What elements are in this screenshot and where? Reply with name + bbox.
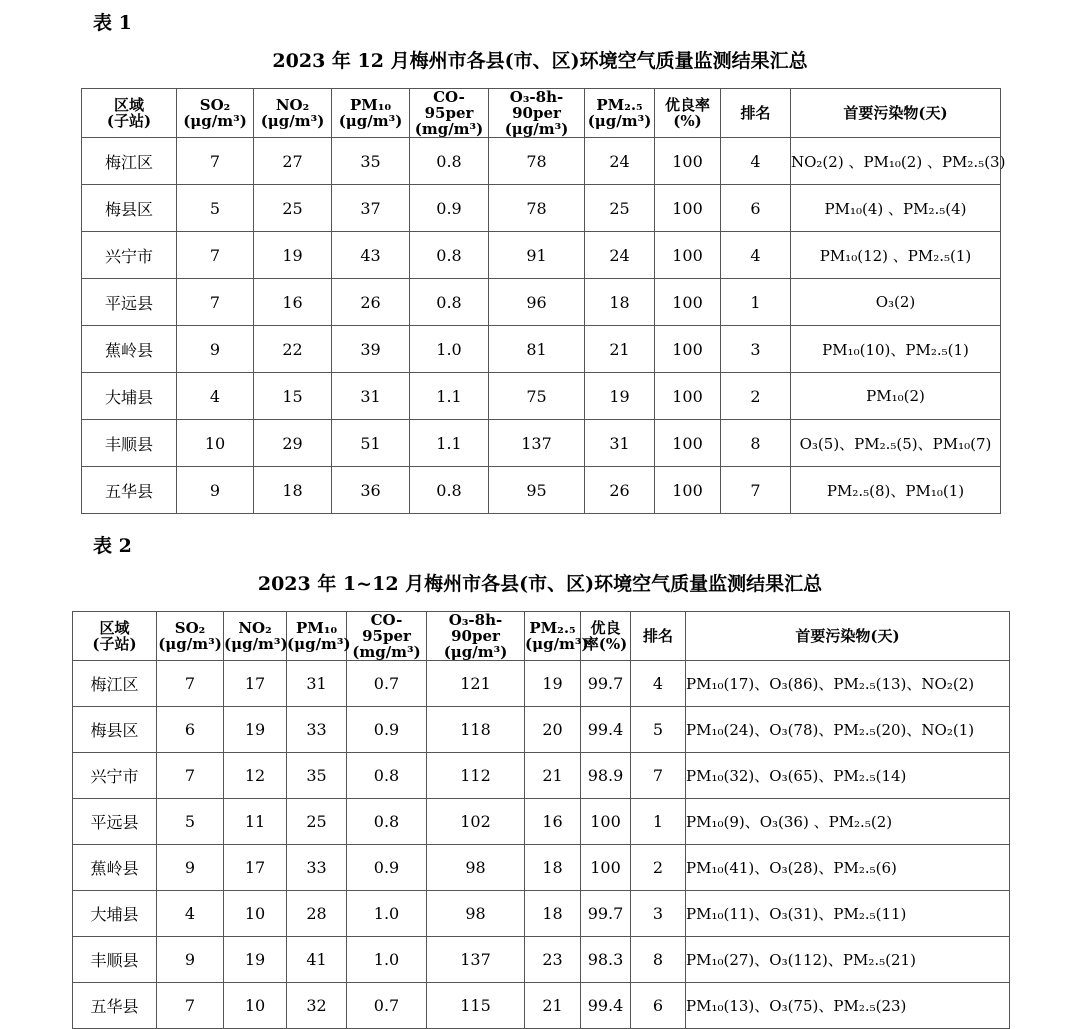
value-cell: 100	[581, 845, 631, 891]
value-cell: 91	[489, 232, 585, 279]
column-header-line: (μg/m³)	[158, 635, 222, 653]
value-cell: 33	[287, 845, 347, 891]
pollutant-cell: PM₁₀(41)、O₃(28)、PM₂.₅(6)	[686, 845, 1010, 891]
region-cell: 梅县区	[73, 707, 157, 753]
value-cell: 19	[224, 707, 287, 753]
column-header-line: 优良	[590, 619, 621, 637]
column-header	[224, 612, 287, 661]
value-cell: 1.0	[410, 326, 489, 373]
column-header-line: NO₂	[238, 619, 272, 637]
column-header-line: 优良率	[664, 96, 710, 114]
value-cell: 75	[489, 373, 585, 420]
pollutant-cell: PM₁₀(17)、O₃(86)、PM₂.₅(13)、NO₂(2)	[686, 661, 1010, 707]
value-cell: 0.8	[410, 232, 489, 279]
column-header-line: (子站)	[92, 635, 137, 653]
table-row	[82, 420, 1001, 467]
value-cell: 1.0	[347, 937, 427, 983]
table2-label: 表 2	[93, 535, 132, 557]
value-cell: 24	[585, 232, 655, 279]
value-cell: 137	[489, 420, 585, 467]
column-header	[655, 89, 721, 138]
region-cell: 梅江区	[73, 661, 157, 707]
table-row	[73, 845, 1010, 891]
column-header-line: O₃-8h-90per	[509, 88, 564, 122]
column-header-line: 区域	[113, 96, 144, 114]
column-header-line: CO-95per	[424, 88, 474, 122]
table1	[81, 88, 1006, 514]
pollutant-cell: PM₁₀(12) 、PM₂.₅(1)	[791, 232, 1001, 279]
table-row	[73, 891, 1010, 937]
table-row	[82, 232, 1001, 279]
value-cell: 4	[631, 661, 686, 707]
column-header	[631, 612, 686, 661]
value-cell: 0.7	[347, 983, 427, 1029]
value-cell: 100	[655, 279, 721, 326]
value-cell: 33	[287, 707, 347, 753]
pollutant-cell: O₃(2)	[791, 279, 1001, 326]
value-cell: 0.9	[347, 845, 427, 891]
value-cell: 19	[525, 661, 581, 707]
column-header-line: (μg/m³)	[260, 112, 325, 130]
value-cell: 100	[655, 373, 721, 420]
table2	[72, 611, 1010, 1029]
value-cell: 0.8	[410, 279, 489, 326]
value-cell: 37	[332, 185, 410, 232]
column-header	[721, 89, 791, 138]
value-cell: 35	[287, 753, 347, 799]
value-cell: 18	[254, 467, 332, 514]
pollutant-cell: PM₁₀(9)、O₃(36) 、PM₂.₅(2)	[686, 799, 1010, 845]
value-cell: 115	[427, 983, 525, 1029]
value-cell: 24	[585, 138, 655, 185]
value-cell: 8	[721, 420, 791, 467]
value-cell: 36	[332, 467, 410, 514]
value-cell: 99.7	[581, 661, 631, 707]
header-row	[82, 89, 1001, 138]
region-cell: 梅江区	[82, 138, 177, 185]
value-cell: 51	[332, 420, 410, 467]
value-cell: 7	[631, 753, 686, 799]
value-cell: 118	[427, 707, 525, 753]
table-row	[82, 467, 1001, 514]
value-cell: 112	[427, 753, 525, 799]
table-row	[73, 753, 1010, 799]
column-header-line: (子站)	[106, 112, 152, 130]
column-header	[791, 89, 1001, 138]
value-cell: 31	[332, 373, 410, 420]
value-cell: 28	[287, 891, 347, 937]
column-header-line: 首要污染物(天)	[843, 104, 948, 122]
pollutant-cell: PM₁₀(10)、PM₂.₅(1)	[791, 326, 1001, 373]
table-row	[73, 937, 1010, 983]
value-cell: 100	[655, 138, 721, 185]
value-cell: 31	[585, 420, 655, 467]
region-cell: 兴宁市	[82, 232, 177, 279]
value-cell: 17	[224, 661, 287, 707]
pollutant-cell: PM₁₀(13)、O₃(75)、PM₂.₅(23)	[686, 983, 1010, 1029]
region-cell: 兴宁市	[73, 753, 157, 799]
value-cell: 95	[489, 467, 585, 514]
column-header-line: (%)	[673, 112, 702, 130]
column-header-line: SO₂	[199, 96, 231, 114]
value-cell: 9	[177, 467, 254, 514]
region-cell: 梅县区	[82, 185, 177, 232]
value-cell: 18	[585, 279, 655, 326]
value-cell: 0.8	[347, 799, 427, 845]
table-row	[82, 326, 1001, 373]
value-cell: 2	[721, 373, 791, 420]
value-cell: 9	[157, 845, 224, 891]
column-header	[427, 612, 525, 661]
value-cell: 99.4	[581, 983, 631, 1029]
value-cell: 6	[631, 983, 686, 1029]
value-cell: 5	[157, 799, 224, 845]
value-cell: 18	[525, 845, 581, 891]
table2-title: 2023 年 1~12 月梅州市各县(市、区)环境空气质量监测结果汇总	[257, 573, 823, 595]
value-cell: 26	[585, 467, 655, 514]
pollutant-cell: PM₁₀(4) 、PM₂.₅(4)	[791, 185, 1001, 232]
column-header-line: (mg/m³)	[352, 643, 421, 661]
value-cell: 21	[585, 326, 655, 373]
table-row	[73, 799, 1010, 845]
value-cell: 0.7	[347, 661, 427, 707]
table1-header	[82, 89, 1001, 138]
value-cell: 3	[631, 891, 686, 937]
column-header-line: 排名	[740, 104, 771, 122]
value-cell: 25	[254, 185, 332, 232]
column-header-line: 排名	[642, 627, 673, 645]
table-row	[82, 279, 1001, 326]
column-header-line: CO-95per	[362, 611, 411, 645]
column-header	[287, 612, 351, 661]
region-cell: 蕉岭县	[73, 845, 157, 891]
value-cell: 43	[332, 232, 410, 279]
value-cell: 29	[254, 420, 332, 467]
value-cell: 21	[525, 983, 581, 1029]
value-cell: 7	[157, 753, 224, 799]
column-header-line: 首要污染物(天)	[795, 627, 900, 645]
column-header-line: SO₂	[174, 619, 206, 637]
value-cell: 78	[489, 185, 585, 232]
value-cell: 16	[525, 799, 581, 845]
value-cell: 26	[332, 279, 410, 326]
value-cell: 6	[157, 707, 224, 753]
value-cell: 98.3	[581, 937, 631, 983]
value-cell: 1	[631, 799, 686, 845]
value-cell: 11	[224, 799, 287, 845]
value-cell: 96	[489, 279, 585, 326]
value-cell: 25	[287, 799, 347, 845]
region-cell: 平远县	[73, 799, 157, 845]
region-cell: 蕉岭县	[82, 326, 177, 373]
value-cell: 78	[489, 138, 585, 185]
value-cell: 99.7	[581, 891, 631, 937]
value-cell: 9	[157, 937, 224, 983]
value-cell: 5	[177, 185, 254, 232]
region-cell: 五华县	[73, 983, 157, 1029]
value-cell: 18	[525, 891, 581, 937]
column-header	[525, 612, 589, 661]
value-cell: 27	[254, 138, 332, 185]
region-cell: 丰顺县	[82, 420, 177, 467]
value-cell: 39	[332, 326, 410, 373]
value-cell: 19	[224, 937, 287, 983]
value-cell: 12	[224, 753, 287, 799]
column-header-line: PM₁₀	[295, 619, 338, 637]
column-header-line: (μg/m³)	[504, 120, 569, 138]
column-header	[73, 612, 157, 661]
column-header-line: (μg/m³)	[183, 112, 247, 130]
column-header	[82, 89, 177, 138]
column-header-line: (μg/m³)	[338, 112, 403, 130]
region-cell: 大埔县	[82, 373, 177, 420]
value-cell: 41	[287, 937, 347, 983]
table-row	[73, 661, 1010, 707]
pollutant-cell: PM₁₀(24)、O₃(78)、PM₂.₅(20)、NO₂(1)	[686, 707, 1010, 753]
value-cell: 0.8	[347, 753, 427, 799]
pollutant-cell: PM₁₀(27)、O₃(112)、PM₂.₅(21)	[686, 937, 1010, 983]
value-cell: 3	[721, 326, 791, 373]
column-header-line: PM₂.₅	[596, 96, 643, 114]
value-cell: 0.8	[410, 467, 489, 514]
column-header	[347, 612, 427, 661]
value-cell: 7	[157, 661, 224, 707]
value-cell: 98	[427, 845, 525, 891]
column-header-line: (μg/m³)	[443, 643, 508, 661]
value-cell: 17	[224, 845, 287, 891]
table-row	[82, 138, 1001, 185]
value-cell: 100	[655, 467, 721, 514]
value-cell: 4	[721, 138, 791, 185]
column-header	[686, 612, 1010, 661]
value-cell: 98.9	[581, 753, 631, 799]
column-header-line: 区域	[99, 619, 130, 637]
value-cell: 100	[581, 799, 631, 845]
value-cell: 7	[721, 467, 791, 514]
column-header	[332, 89, 410, 138]
value-cell: 8	[631, 937, 686, 983]
value-cell: 20	[525, 707, 581, 753]
value-cell: 25	[585, 185, 655, 232]
value-cell: 1.1	[410, 420, 489, 467]
value-cell: 5	[631, 707, 686, 753]
value-cell: 16	[254, 279, 332, 326]
value-cell: 1	[721, 279, 791, 326]
column-header-line: PM₂.₅	[529, 619, 576, 637]
value-cell: 4	[157, 891, 224, 937]
column-header	[489, 89, 585, 138]
column-header	[581, 612, 631, 661]
pollutant-cell: PM₁₀(32)、O₃(65)、PM₂.₅(14)	[686, 753, 1010, 799]
value-cell: 10	[224, 891, 287, 937]
column-header	[157, 612, 224, 661]
column-header-line: 率(%)	[583, 635, 628, 653]
value-cell: 7	[177, 232, 254, 279]
value-cell: 21	[525, 753, 581, 799]
region-cell: 平远县	[82, 279, 177, 326]
value-cell: 23	[525, 937, 581, 983]
table1-label: 表 1	[93, 12, 132, 34]
table1-title: 2023 年 12 月梅州市各县(市、区)环境空气质量监测结果汇总	[272, 50, 808, 72]
column-header	[254, 89, 332, 138]
pollutant-cell: PM₁₀(2)	[791, 373, 1001, 420]
column-header	[410, 89, 489, 138]
value-cell: 0.9	[347, 707, 427, 753]
table1-body	[82, 138, 1006, 514]
value-cell: 0.8	[410, 138, 489, 185]
table2-body	[73, 661, 1010, 1029]
value-cell: 32	[287, 983, 347, 1029]
value-cell: 10	[177, 420, 254, 467]
value-cell: 100	[655, 232, 721, 279]
column-header	[585, 89, 655, 138]
value-cell: 4	[721, 232, 791, 279]
value-cell: 15	[254, 373, 332, 420]
value-cell: 1.1	[410, 373, 489, 420]
value-cell: 19	[585, 373, 655, 420]
value-cell: 19	[254, 232, 332, 279]
value-cell: 121	[427, 661, 525, 707]
value-cell: 35	[332, 138, 410, 185]
value-cell: 1.0	[347, 891, 427, 937]
column-header-line: O₃-8h-90per	[448, 611, 503, 645]
pollutant-cell: O₃(5)、PM₂.₅(5)、PM₁₀(7)	[791, 420, 1001, 467]
table-row	[73, 707, 1010, 753]
column-header-line: (μg/m³)	[525, 635, 589, 653]
value-cell: 9	[177, 326, 254, 373]
column-header-line: NO₂	[275, 96, 310, 114]
column-header-line: (μg/m³)	[587, 112, 652, 130]
value-cell: 7	[157, 983, 224, 1029]
table2-header	[73, 612, 1010, 661]
column-header-line: (mg/m³)	[414, 120, 484, 138]
column-header-line: (μg/m³)	[224, 635, 288, 653]
value-cell: 4	[177, 373, 254, 420]
value-cell: 22	[254, 326, 332, 373]
value-cell: 100	[655, 326, 721, 373]
region-cell: 五华县	[82, 467, 177, 514]
header-row	[73, 612, 1010, 661]
value-cell: 6	[721, 185, 791, 232]
region-cell: 大埔县	[73, 891, 157, 937]
region-cell: 丰顺县	[73, 937, 157, 983]
table-row	[82, 185, 1001, 232]
column-header-line: (μg/m³)	[287, 635, 351, 653]
value-cell: 7	[177, 279, 254, 326]
value-cell: 81	[489, 326, 585, 373]
column-header-line: PM₁₀	[349, 96, 392, 114]
pollutant-cell: PM₂.₅(8)、PM₁₀(1)	[791, 467, 1001, 514]
table-row	[73, 983, 1010, 1029]
value-cell: 100	[655, 420, 721, 467]
value-cell: 0.9	[410, 185, 489, 232]
value-cell: 137	[427, 937, 525, 983]
value-cell: 10	[224, 983, 287, 1029]
pollutant-cell: NO₂(2) 、PM₁₀(2) 、PM₂.₅(3)	[791, 138, 1001, 185]
value-cell: 31	[287, 661, 347, 707]
column-header	[177, 89, 254, 138]
value-cell: 98	[427, 891, 525, 937]
value-cell: 102	[427, 799, 525, 845]
value-cell: 7	[177, 138, 254, 185]
value-cell: 99.4	[581, 707, 631, 753]
value-cell: 2	[631, 845, 686, 891]
value-cell: 100	[655, 185, 721, 232]
table-row	[82, 373, 1001, 420]
pollutant-cell: PM₁₀(11)、O₃(31)、PM₂.₅(11)	[686, 891, 1010, 937]
